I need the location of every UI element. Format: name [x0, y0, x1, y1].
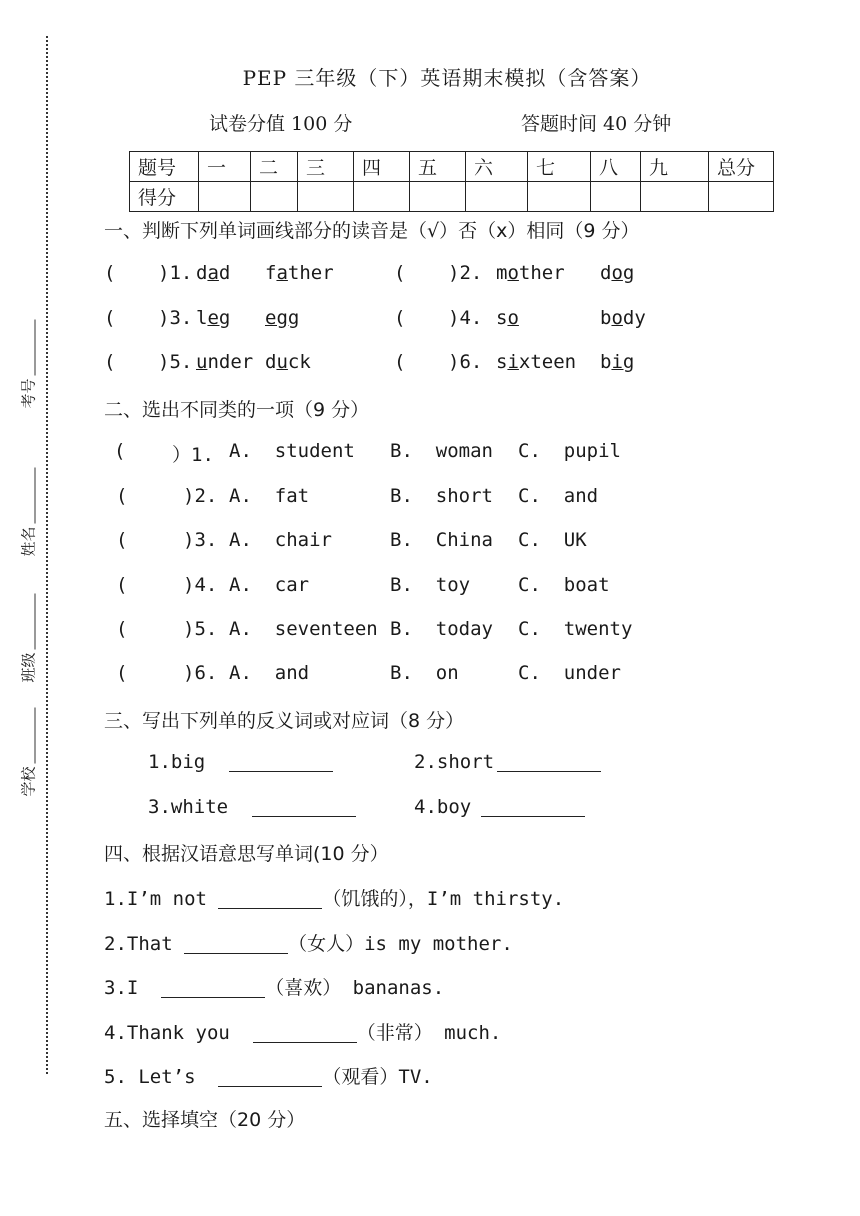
- answer-bracket[interactable]: (: [394, 307, 406, 329]
- side-field-exam-number: 考号: [18, 319, 39, 408]
- option-b: B. woman: [390, 440, 493, 462]
- word-prompt: 2.short: [414, 751, 495, 773]
- exam-score-note: 试卷分值 100 分: [209, 113, 353, 135]
- word-prompt: 4.boy: [414, 796, 472, 818]
- option-b: B. today: [390, 618, 493, 640]
- answer-blank[interactable]: [161, 977, 265, 998]
- word-1: sixteen: [496, 351, 577, 373]
- option-a: A. and: [229, 662, 310, 684]
- side-field-name: 姓名: [18, 467, 39, 556]
- score-table: [129, 151, 774, 212]
- score-cell[interactable]: [709, 182, 774, 212]
- item-number: )1.: [158, 262, 193, 284]
- fill-sentence: 2.That （女人）is my mother.: [104, 933, 513, 955]
- option-b: B. toy: [390, 574, 471, 596]
- score-cell[interactable]: [298, 182, 354, 212]
- word-2: body: [600, 307, 646, 329]
- item-number: ）1.: [172, 444, 214, 466]
- score-header-cell: 四: [354, 152, 410, 182]
- score-cell[interactable]: [528, 182, 591, 212]
- word-2: father: [265, 262, 334, 284]
- option-b: B. short: [390, 485, 493, 507]
- section-1-title: 一、判断下列单词画线部分的读音是（√）否（x）相同（9 分）: [104, 220, 640, 242]
- item-number: )2.: [448, 262, 483, 284]
- score-header-cell: 五: [410, 152, 466, 182]
- score-header-cell: 二: [251, 152, 298, 182]
- option-a: A. seventeen: [229, 618, 378, 640]
- score-header-cell: 一: [199, 152, 251, 182]
- answer-blank[interactable]: [497, 751, 601, 773]
- section-3-title: 三、写出下列单的反义词或对应词（8 分）: [104, 710, 465, 732]
- answer-bracket[interactable]: (: [394, 262, 406, 284]
- score-table-header-row: [130, 152, 774, 182]
- item-number: )3.: [158, 307, 193, 329]
- answer-bracket[interactable]: (: [104, 307, 116, 329]
- score-header-cell: 九: [641, 152, 709, 182]
- answer-blank[interactable]: [252, 796, 356, 818]
- score-cell[interactable]: [466, 182, 528, 212]
- word-1: dad: [196, 262, 231, 284]
- page-title: PEP 三年级（下）英语期末模拟（含答案）: [242, 66, 652, 90]
- answer-bracket[interactable]: (: [116, 485, 128, 507]
- score-cell[interactable]: [354, 182, 410, 212]
- answer-bracket[interactable]: (: [116, 662, 128, 684]
- option-c: C. pupil: [518, 440, 621, 462]
- item-number: )4.: [448, 307, 483, 329]
- answer-blank[interactable]: [218, 1066, 322, 1087]
- word-1: mother: [496, 262, 565, 284]
- answer-bracket[interactable]: (: [394, 351, 406, 373]
- fill-sentence: 5. Let’s （观看）TV.: [104, 1066, 433, 1088]
- answer-blank[interactable]: [253, 1022, 357, 1043]
- answer-bracket[interactable]: (: [104, 262, 116, 284]
- word-2: dog: [600, 262, 635, 284]
- option-c: C. boat: [518, 574, 610, 596]
- binding-dotted-line: [46, 36, 48, 1074]
- option-c: C. UK: [518, 529, 587, 551]
- item-number: )6.: [448, 351, 483, 373]
- option-b: B. China: [390, 529, 493, 551]
- score-header-cell: 三: [298, 152, 354, 182]
- answer-blank[interactable]: [218, 888, 322, 909]
- option-a: A. fat: [229, 485, 310, 507]
- score-header-cell: 八: [591, 152, 641, 182]
- fill-sentence: 1.I’m not （饥饿的），I’m thirsty.: [104, 888, 565, 910]
- fill-sentence: 4.Thank you （非常） much.: [104, 1022, 502, 1044]
- word-2: big: [600, 351, 635, 373]
- word-1: leg: [196, 307, 231, 329]
- section-2-title: 二、选出不同类的一项（9 分）: [104, 399, 370, 421]
- word-1: so: [496, 307, 519, 329]
- answer-bracket[interactable]: (: [116, 574, 128, 596]
- fill-sentence: 3.I （喜欢） bananas.: [104, 977, 445, 999]
- item-number: )4.: [183, 574, 218, 596]
- item-number: )6.: [183, 662, 218, 684]
- score-cell[interactable]: [591, 182, 641, 212]
- option-c: C. and: [518, 485, 599, 507]
- answer-bracket[interactable]: (: [116, 529, 128, 551]
- score-cell[interactable]: [251, 182, 298, 212]
- score-table-score-row: [130, 182, 774, 212]
- score-cell[interactable]: [199, 182, 251, 212]
- item-number: )3.: [183, 529, 218, 551]
- score-row-label: 得分: [130, 182, 199, 212]
- word-2: duck: [265, 351, 311, 373]
- section-5-title: 五、选择填空（20 分）: [104, 1109, 306, 1131]
- option-a: A. student: [229, 440, 355, 462]
- word-prompt: 1.big: [148, 751, 206, 773]
- section-4-title: 四、根据汉语意思写单词(10 分）: [104, 843, 389, 865]
- option-b: B. on: [390, 662, 459, 684]
- side-field-school: 学校: [18, 707, 39, 796]
- answer-bracket[interactable]: (: [114, 440, 126, 462]
- score-header-cell: 七: [528, 152, 591, 182]
- option-a: A. chair: [229, 529, 332, 551]
- score-cell[interactable]: [641, 182, 709, 212]
- option-c: C. under: [518, 662, 621, 684]
- item-number: )5.: [158, 351, 193, 373]
- option-c: C. twenty: [518, 618, 633, 640]
- exam-time-note: 答题时间 40 分钟: [521, 113, 672, 135]
- score-cell[interactable]: [410, 182, 466, 212]
- score-header-cell: 总分: [709, 152, 774, 182]
- answer-blank[interactable]: [481, 796, 585, 818]
- answer-bracket[interactable]: (: [116, 618, 128, 640]
- answer-blank[interactable]: [184, 933, 288, 954]
- word-1: under: [196, 351, 254, 373]
- item-number: )5.: [183, 618, 218, 640]
- answer-blank[interactable]: [229, 751, 333, 773]
- item-number: )2.: [183, 485, 218, 507]
- option-a: A. car: [229, 574, 310, 596]
- word-2: egg: [265, 307, 300, 329]
- answer-bracket[interactable]: (: [104, 351, 116, 373]
- word-prompt: 3.white: [148, 796, 229, 818]
- side-field-class: 班级: [18, 593, 39, 682]
- score-header-cell: 六: [466, 152, 528, 182]
- score-header-cell: 题号: [130, 152, 199, 182]
